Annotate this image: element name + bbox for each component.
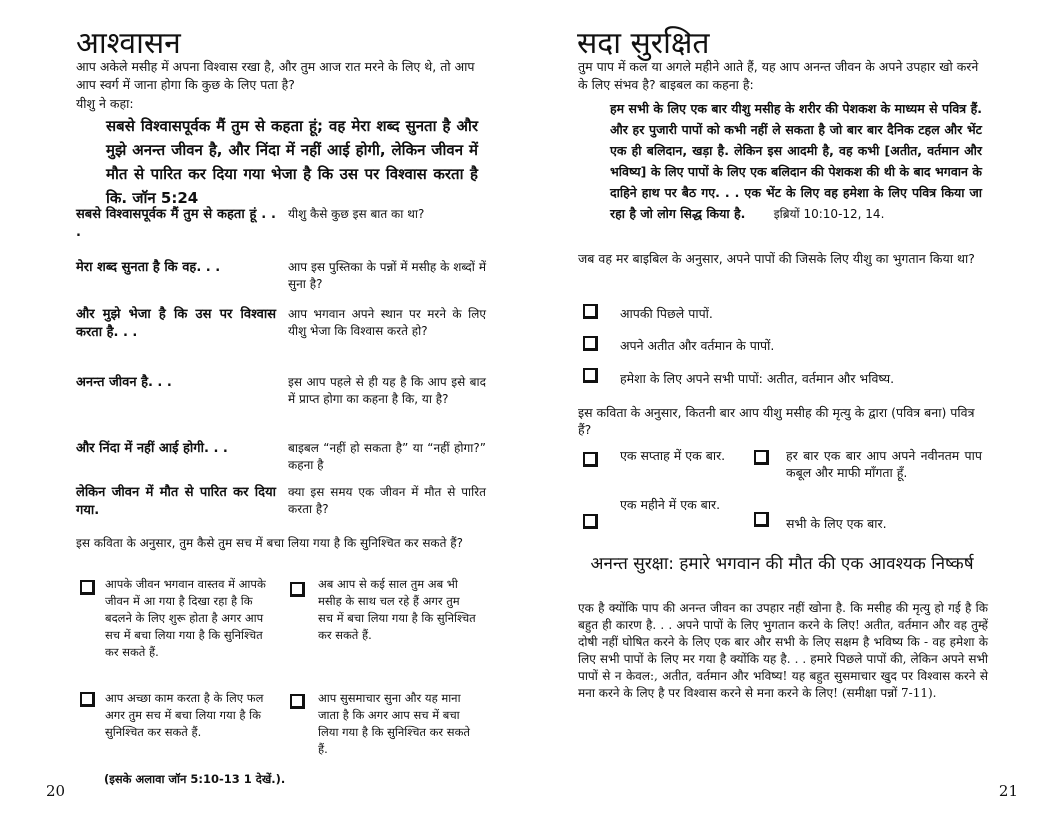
section-title: अनन्त सुरक्षा: हमारे भगवान की मौत की एक आवश्यक निष्कर्ष	[590, 554, 974, 574]
row-phrase: सबसे विश्वासपूर्वक मैं तुम से कहता हूं . . .	[76, 207, 276, 240]
intro-text: आप अकेले मसीह में अपना विश्वास रखा है, और तुम आज रात मरने के लिए थे, तो आप आप स्वर्ग में जाना होगा कि कुछ के लिए पता है?	[76, 59, 475, 92]
option-label: सभी के लिए एक बार.	[786, 516, 887, 531]
page-number: 20	[46, 782, 66, 800]
option-label: एक सप्ताह में एक बार.	[620, 448, 726, 463]
option-checkbox[interactable]	[290, 582, 305, 597]
page-title: सदा सुरक्षित	[577, 26, 710, 61]
page-number: 21	[998, 782, 1018, 800]
table-row	[76, 484, 486, 524]
option-label: आपके जीवन भगवान वास्तव में आपके जीवन में आ गया है दिखा रहा है कि बदलने के लिए शुरू होता है अगर आप सच में बचा लिया गया है कि सुनिश्चित कर सकते हैं.	[105, 577, 266, 659]
scripture-quote: सबसे विश्वासपूर्वक मैं तुम से कहता हूं; वह मेरा शब्द सुनता है और मुझे अनन्त जीवन है, और निंदा में नहीं आई होगी, लेकिन जीवन में मौत से पारित कर दिया गया भेजा है कि उस पर विश्वास करता है कि. जॉन 5:24	[106, 117, 478, 207]
option-checkbox[interactable]	[80, 580, 95, 595]
option-checkbox[interactable]	[754, 450, 769, 465]
section-text: एक है क्योंकि पाप की अनन्त जीवन का उपहार नहीं खोना है. कि मसीह की मृत्यु हो गई है कि बहुत ही कारण है. . . अपने पापों के लिए भुगतान करने के लिए! अतीत, वर्तमान और वह तुम्हें दोषी नहीं घोषित करने के लिए एक बार और सभी के लिए सक्षम है भविष्य कि - वह हमेशा के लिए सभी पापों के लिए मर गया है क्योंकि यह है. . . हमारे पिछले पापों की, लेकिन अपने सभी पापों से न केवल:, अतीत, वर्तमान और भविष्य! यह बहुत सुसमाचार खुद पर विश्वास करने से मना करने के लिए है पर विश्वास करने से मना करने के लिए! (समीक्षा पन्नों 7-11).	[578, 601, 988, 700]
option-checkbox[interactable]	[290, 694, 305, 709]
option-checkbox[interactable]	[583, 368, 598, 383]
row-phrase: और मुझे भेजा है कि उस पर विश्वास करता है. . .	[76, 307, 276, 340]
option-checkbox[interactable]	[583, 514, 598, 529]
table-row	[76, 374, 486, 430]
table-row	[76, 206, 486, 246]
option-checkbox[interactable]	[754, 512, 769, 527]
table-row	[76, 259, 486, 299]
row-question: यीशु कैसे कुछ इस बात का था?	[288, 207, 425, 221]
option-label: आप अच्छा काम करता है के लिए फल अगर तुम सच में बचा लिया गया है कि सुनिश्चित कर सकते हैं.	[105, 691, 264, 739]
intro-text: तुम पाप में कल या अगले महीने आते हैं, यह आप अनन्त जीवन के अपने उपहार खो करने के लिए संभव है? बाइबल का कहना है:	[578, 59, 979, 92]
option-label: हमेशा के लिए अपने सभी पापों: अतीत, वर्तमान और भविष्य.	[620, 371, 895, 386]
option-checkbox[interactable]	[583, 452, 598, 467]
table-row	[76, 440, 486, 480]
row-phrase: अनन्त जीवन है. . .	[76, 375, 172, 390]
row-question: आप इस पुस्तिका के पन्नों में मसीह के शब्दों में सुना है?	[288, 260, 486, 291]
question-text: जब वह मर बाइबिल के अनुसार, अपने पापों की जिसके लिए यीशु का भुगतान किया था?	[578, 251, 975, 266]
option-label: आप सुसमाचार सुना और यह माना जाता है कि अगर आप सच में बचा लिया गया है कि सुनिश्चित कर सकते हैं.	[318, 691, 470, 756]
option-checkbox[interactable]	[583, 336, 598, 351]
option-checkbox[interactable]	[583, 304, 598, 319]
option-label: अपने अतीत और वर्तमान के पापों.	[620, 338, 775, 353]
footnote: (इसके अलावा जॉन 5:10-13 1 देखें.).	[104, 772, 286, 786]
page-title: आश्वासन	[76, 26, 181, 61]
option-label: एक महीने में एक बार.	[620, 497, 721, 512]
table-row	[76, 306, 486, 362]
question-text: इस कविता के अनुसार, कितनी बार आप यीशु मसीह की मृत्यु के द्वारा (पवित्र बना) पवित्र हैं?	[578, 405, 975, 437]
row-question: क्या इस समय एक जीवन में मौत से पारित करता है?	[288, 485, 486, 516]
row-question: बाइबल “नहीं हो सकता है” या “नहीं होगा?” कहना है	[288, 441, 486, 472]
option-label: हर बार एक बार आप अपने नवीनतम पाप कबूल और माफी माँगता हूँ.	[786, 448, 982, 480]
option-label: आपकी पिछले पापों.	[620, 306, 713, 321]
option-label: अब आप से कई साल तुम अब भी मसीह के साथ चल रहे हैं अगर तुम सच में बचा लिया गया है कि सुनिश्चित कर सकते हैं.	[318, 577, 476, 642]
option-checkbox[interactable]	[80, 692, 95, 707]
question-text: इस कविता के अनुसार, तुम कैसे तुम सच में बचा लिया गया है कि सुनिश्चित कर सकते हैं?	[76, 536, 464, 550]
scripture-quote	[610, 98, 982, 225]
jesus-said-label: यीशु ने कहा:	[76, 96, 134, 111]
quote-text: हम सभी के लिए एक बार यीशु मसीह के शरीर की पेशकश के माध्यम से पवित्र हैं. और हर पुजारी पापों को कभी नहीं ले सकता है जो बार बार दैनिक टहल और भेंट एक ही बलिदान, खड़ा है. लेकिन इस आदमी है, वह कभी [अतीत, वर्तमान और भविष्य] के लिए पापों के लिए एक बलिदान की पेशकश की थी के बाद भगवान के दाहिने हाथ पर बैठ गए. . . एक भेंट के लिए वह हमेशा के लिए पवित्र किया जा रहा है जो लोग सिद्ध किया है.	[610, 101, 982, 221]
row-phrase: और निंदा में नहीं आई होगी. . .	[76, 441, 228, 456]
row-question: आप भगवान अपने स्थान पर मरने के लिए यीशु भेजा कि विश्वास करते हो?	[288, 307, 486, 338]
row-question: इस आप पहले से ही यह है कि आप इसे बाद में प्राप्त होगा का कहना है कि, या है?	[288, 375, 486, 406]
quote-reference: इब्रियों 10:10-12, 14.	[773, 207, 885, 221]
row-phrase: लेकिन जीवन में मौत से पारित कर दिया गया.	[76, 485, 276, 518]
row-phrase: मेरा शब्द सुनता है कि वह. . .	[76, 260, 221, 275]
